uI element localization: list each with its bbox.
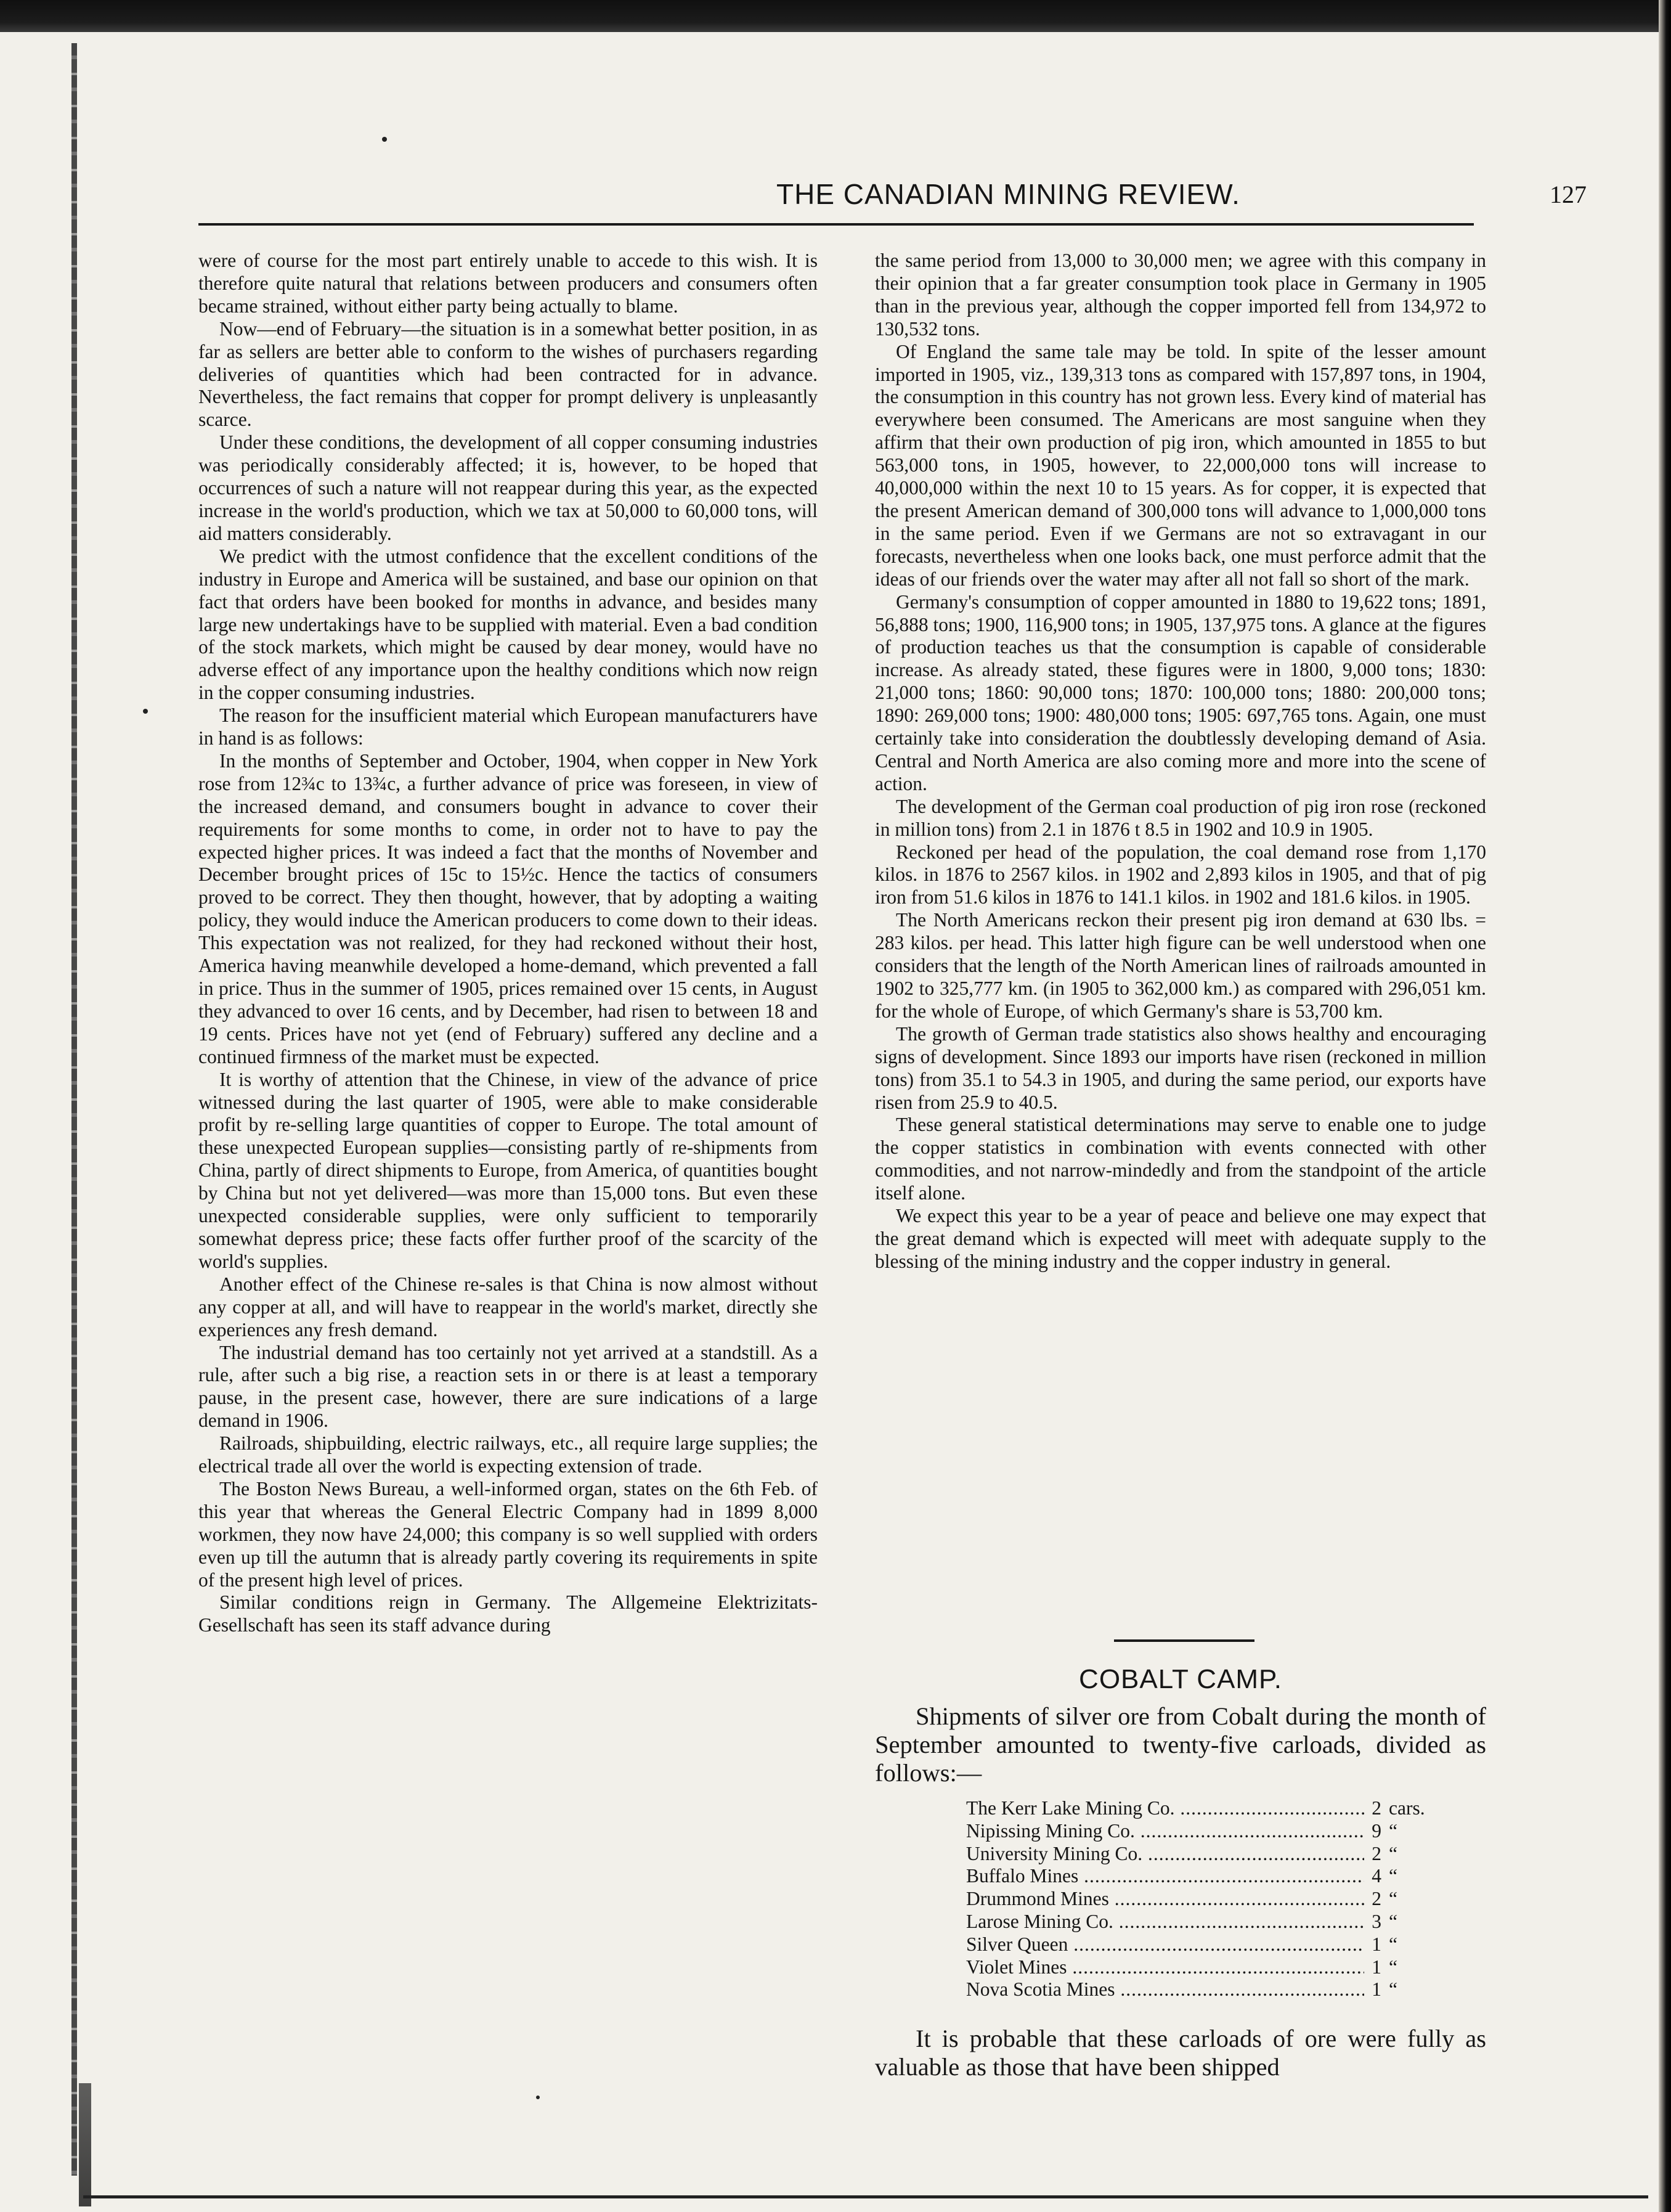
scan-left-binding — [71, 43, 77, 2176]
company-name: Silver Queen ..... — [966, 1933, 1364, 1956]
company-name: Drummond Mines ..... — [966, 1888, 1364, 1911]
car-unit: “ — [1389, 1865, 1397, 1887]
car-unit: cars. — [1389, 1797, 1425, 1819]
car-count: 3 — [1372, 1910, 1381, 1932]
car-count: 2 — [1372, 1842, 1381, 1864]
car-unit: “ — [1389, 1933, 1397, 1955]
article-paragraph: Under these conditions, the development of all copper consuming industries was periodically considerably affected; it is, however, to be hoped that occurrences of such a nature will not reappear during this year, as the expected increase in the world's production, which we tax at 50,000 to 60,000 tons, will aid matters considerably. — [198, 431, 818, 544]
scan-speck — [382, 137, 387, 142]
car-count: 2 — [1372, 1797, 1381, 1819]
company-name: Buffalo Mines ..... — [966, 1865, 1364, 1888]
shipment-list — [966, 1797, 1434, 2001]
shipment-row — [966, 1978, 1434, 2001]
article-paragraph: The North Americans reckon their present pig iron demand at 630 lbs. = 283 kilos. per head. This latter high figure can be well understood when one considers that the length of the North American lines of railroads amounted in 1902 to 325,777 km. (in 1905 to 362,000 km.) as compared with 296,051 km. for the whole of Europe, of which Germany's share is 53,700 km. — [875, 909, 1486, 1022]
page-number: 127 — [1550, 181, 1587, 208]
car-unit: “ — [1389, 1956, 1397, 1978]
article-paragraph: Now—end of February—the situation is in a somewhat better position, in as far as sellers are better able to conform to the wishes of purchasers regarding deliveries of quantities which had been contracted for in advance. Nevertheless, the fact remains that copper for prompt delivery is unpleasantly scarce. — [198, 317, 818, 431]
article-paragraph: The reason for the insufficient material which European manufacturers have in hand is as follows: — [198, 704, 818, 749]
right-column — [875, 250, 1486, 1273]
article-paragraph: Reckoned per head of the population, the coal demand rose from 1,170 kilos. in 1876 to 2567 kilos. in 1902 and 2,893 kilos in 1905, and that of pig iron from 51.6 kilos in 1876 to 141.1 kilos. in 1902 and 181.6 kilos. in 1905. — [875, 841, 1486, 908]
car-count: 1 — [1372, 1933, 1381, 1955]
article-paragraph: Germany's consumption of copper amounted in 1880 to 19,622 tons; 1891, 56,888 tons; 1900, 116,900 tons; in 1905, 137,975 tons. A glance at the figures of production teaches us that the consumption is capable of considerable increase. As already stated, these figures were in 1800, 9,000 tons; 1830: 21,000 tons; 1860: 90,000 tons; 1870: 100,000 tons; 1880: 200,000 tons; 1890: 269,000 tons; 1900: 480,000 tons; 1905: 697,765 tons. Again, one must certainly take into consideration the doubtlessly developing demand of Asia. Central and North America are also coming more and more into the scene of action. — [875, 590, 1486, 794]
car-unit: “ — [1389, 1910, 1397, 1932]
article-paragraph: The Boston News Bureau, a well-informed organ, states on the 6th Feb. of this year that whereas the General Electric Company had in 1899 8,000 workmen, they now have 24,000; this company is so well supplied with orders even up till the autumn that is already partly covering its requirements in spite of the present high level of prices. — [198, 1477, 818, 1591]
car-count: 4 — [1372, 1865, 1381, 1887]
car-unit: “ — [1389, 1888, 1397, 1910]
car-unit: “ — [1389, 1842, 1397, 1864]
closing-paragraph: It is probable that these carloads of ore were fully as valuable as those that have been shipped — [875, 2025, 1486, 2081]
intro-paragraph: Shipments of silver ore from Cobalt during the month of September amounted to twenty-five carloads, divided as follows:— — [875, 1702, 1486, 1787]
car-count: 9 — [1372, 1819, 1381, 1842]
article-paragraph: It is worthy of attention that the Chinese, in view of the advance of price witnessed during the last quarter of 1905, were able to make considerable profit by re-selling large quantities of copper to Europe. The total amount of these unexpected European supplies—consisting partly of re-shipments from China, partly of direct shipments to Europe, from America, of quantities bought by China but not yet delivered—was more than 15,000 tons. But even these unexpected considerable supplies, were only sufficient to temporarily somewhat depress price; these facts offer further proof of the scarcity of the world's supplies. — [198, 1068, 818, 1272]
article-paragraph: Railroads, shipbuilding, electric railways, etc., all require large supplies; the electrical trade all over the world is expecting extension of trade. — [198, 1432, 818, 1477]
scan-left-binding-shadow — [79, 2083, 91, 2206]
article-paragraph: Another effect of the Chinese re-sales is that China is now almost without any copper at all, and will have to reappear in the world's market, directly she experiences any fresh demand. — [198, 1273, 818, 1341]
article-paragraph: The industrial demand has too certainly not yet arrived at a standstill. As a rule, after such a big rise, a reaction sets in or there is at least a temporary pause, in the present case, however, there are sure indications of a large demand in 1906. — [198, 1341, 818, 1432]
car-count: 1 — [1372, 1978, 1381, 2001]
car-unit: “ — [1389, 1978, 1397, 2001]
article-paragraph: Of England the same tale may be told. In spite of the lesser amount imported in 1905, viz., 139,313 tons as compared with 157,897 tons, in 1904, the consumption in this country has not grown less. Every kind of material has everywhere been consumed. The Americans are most sanguine when they affirm that their own production of pig iron, which amounted in 1855 to but 563,000 tons, in 1905, however, to 22,000,000 tons will increase to 40,000,000 within the next 10 to 15 years. As for copper, it is expected that the present American demand of 300,000 tons will advance to 1,000,000 tons in the same period. Even if we Germans are not so extravagant in our forecasts, nevertheless when one looks back, one must perforce admit that the ideas of our friends over the water may after all not fall so short of the mark. — [875, 340, 1486, 590]
article-paragraph: The growth of German trade statistics also shows healthy and encouraging signs of development. Since 1893 our imports have risen (reckoned in million tons) from 35.1 to 54.3 in 1905, and during the same period, our exports have risen from 25.9 to 40.5. — [875, 1022, 1486, 1113]
car-count: 1 — [1372, 1956, 1381, 1978]
scan-speck — [536, 2096, 540, 2099]
shipment-row — [966, 1956, 1434, 1979]
company-name: Violet Mines ..... — [966, 1956, 1364, 1979]
article-paragraph: Similar conditions reign in Germany. The Allgemeine Elektrizitats-Gesellschaft has seen its staff advance during — [198, 1591, 818, 1636]
shipment-row — [966, 1933, 1434, 1956]
article-paragraph: We expect this year to be a year of peace and believe one may expect that the great demand which is expected will meet with adequate supply to the blessing of the mining industry and the copper industry in general. — [875, 1205, 1486, 1272]
scan-top-border — [0, 0, 1671, 32]
shipment-row — [966, 1820, 1434, 1843]
section-title: COBALT CAMP. — [1079, 1664, 1282, 1694]
shipment-row — [966, 1843, 1434, 1866]
running-head: THE CANADIAN MINING REVIEW. — [776, 178, 1240, 210]
scan-bottom-edge — [83, 2195, 1648, 2198]
article-paragraph: In the months of September and October, 1904, when copper in New York rose from 12¾c to 13¾c, a further advance of price was foreseen, in view of the increased demand, and consumers bought in advance to cover their requirements for some months to come, in order not to have to pay the expected higher prices. It was indeed a fact that the months of November and December brought prices of 15c to 15½c. Hence the tactics of consumers proved to be correct. They then thought, however, that by adopting a waiting policy, they would induce the American producers to come down to their ideas. This expectation was not realized, for they had reckoned without their host, America having meanwhile developed a home-demand, which prevented a fall in price. Thus in the summer of 1905, prices remained over 15 cents, in August they advanced to over 16 cents, and by December, had risen to between 18 and 19 cents. Prices have not yet (end of February) suffered any decline and a continued firmness of the market must be expected. — [198, 749, 818, 1067]
article-paragraph: the same period from 13,000 to 30,000 men; we agree with this company in their opinion that a far greater consumption took place in Germany in 1905 than in the previous year, although the copper imported fell from 134,972 to 130,532 tons. — [875, 250, 1486, 340]
article-paragraph: The development of the German coal production of pig iron rose (reckoned in million tons) from 2.1 in 1876 t 8.5 in 1902 and 10.9 in 1905. — [875, 795, 1486, 840]
company-name: The Kerr Lake Mining Co. ..... — [966, 1797, 1364, 1820]
scan-speck — [143, 709, 148, 714]
car-count: 2 — [1372, 1888, 1381, 1910]
shipment-row — [966, 1888, 1434, 1911]
company-name: University Mining Co. ..... — [966, 1843, 1364, 1866]
section-separator — [1114, 1639, 1254, 1642]
article-paragraph: We predict with the utmost confidence that the excellent conditions of the industry in Europe and America will be sustained, and base our opinion on that fact that orders have been booked for months in advance, and besides many large new undertakings have to be supplied with material. Even a bad condition of the stock markets, which might be caused by dear money, would have no adverse effect of any importance upon the healthy conditions which now reign in the copper consuming industries. — [198, 545, 818, 704]
car-unit: “ — [1389, 1819, 1397, 1842]
cobalt-closing — [875, 2025, 1486, 2081]
company-name: Larose Mining Co. ..... — [966, 1911, 1364, 1933]
shipment-row — [966, 1797, 1434, 1820]
company-name: Nova Scotia Mines ..... — [966, 1978, 1364, 2001]
cobalt-intro — [875, 1702, 1486, 1787]
header-rule — [198, 223, 1474, 226]
article-paragraph: These general statistical determinations may serve to enable one to judge the copper statistics in combination with events connected with other commodities, and not narrow-mindedly and from the standpoint of the article itself alone. — [875, 1114, 1486, 1204]
article-paragraph: were of course for the most part entirely unable to accede to this wish. It is therefore quite natural that relations between producers and consumers often became strained, without either party being actually to blame. — [198, 250, 818, 317]
scan-right-border — [1659, 0, 1671, 2212]
left-column — [198, 250, 818, 1637]
shipment-row — [966, 1911, 1434, 1933]
shipment-row — [966, 1865, 1434, 1888]
company-name: Nipissing Mining Co. ..... — [966, 1820, 1364, 1843]
